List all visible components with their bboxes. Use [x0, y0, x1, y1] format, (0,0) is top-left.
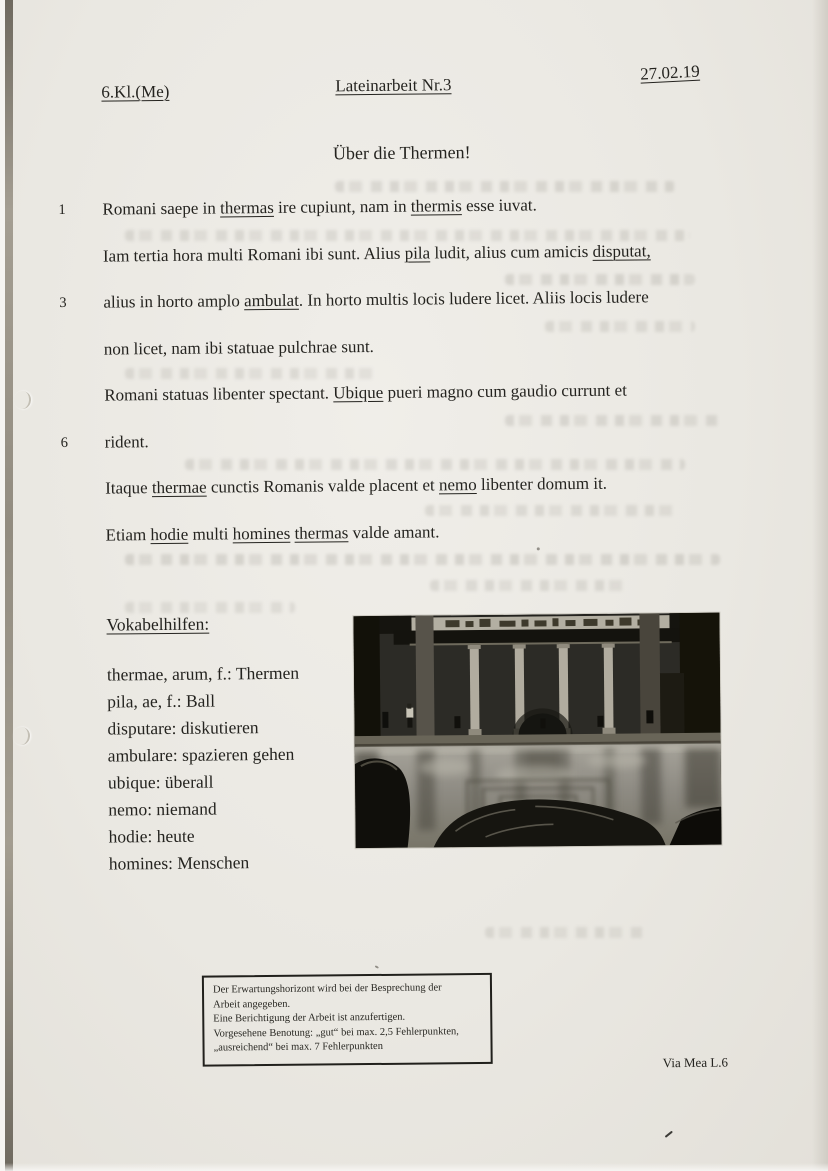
- underlined-word: thermas: [294, 522, 349, 543]
- vocab-item: ubique: überall: [107, 771, 214, 793]
- line-number: 6: [60, 434, 69, 451]
- page-heading: Über die Thermen!: [332, 142, 471, 164]
- book-reference: Via Mea L.6: [662, 1054, 729, 1071]
- text-segment: valde amant.: [348, 521, 440, 542]
- underlined-word: thermas: [219, 197, 274, 218]
- text-segment: pueri magno cum gaudio currunt et: [383, 380, 627, 402]
- text-segment: alius in horto amplo: [103, 291, 245, 312]
- vocab-item: nemo: niemand: [108, 798, 217, 820]
- vocab-item: homines: Menschen: [108, 852, 250, 874]
- text-segment: Itaque: [105, 478, 152, 498]
- date: 27.02.19: [639, 61, 701, 84]
- pen-mark: [665, 1131, 674, 1138]
- note-line: Vorgesehene Benotung: „gut“ bei max. 2,5 Fehlerpunkten,: [213, 1025, 459, 1040]
- latin-text-line: [59, 286, 763, 339]
- line-number: 3: [59, 294, 67, 311]
- underlined-word: Ubique: [333, 382, 384, 403]
- vocab-item: ambulare: spazieren gehen: [107, 743, 295, 766]
- text-segment: ire cupiunt, nam in: [273, 196, 411, 217]
- text-segment: rident.: [104, 431, 149, 452]
- roman-baths-illustration: [353, 613, 721, 849]
- text-segment: Iam tertia hora multi Romani ibi sunt. Alius: [102, 243, 405, 266]
- underlined-word: hodie: [150, 524, 189, 544]
- underlined-word: thermae: [151, 477, 207, 498]
- latin-text-line: [104, 333, 764, 386]
- scan-speck: [375, 965, 379, 969]
- note-line: „ausreichend“ bei max. 7 Fehlerpunkten: [213, 1040, 384, 1054]
- text-segment: ludit, alius cum amicis: [430, 241, 593, 262]
- class-label: 6.Kl.(Me): [101, 81, 170, 102]
- vocab-heading: Vokabelhilfen:: [106, 613, 210, 635]
- roman-baths-photo: [353, 613, 721, 849]
- line-number: 1: [58, 201, 66, 219]
- grading-note-box: [202, 973, 493, 1066]
- underlined-word: pila: [404, 242, 431, 263]
- underlined-word: thermis: [410, 196, 462, 216]
- latin-text-line: [105, 472, 765, 525]
- text-segment: . In horto multis locis ludere licet. Aliis locis ludere: [298, 287, 649, 310]
- vocab-item: disputare: diskutieren: [107, 717, 259, 739]
- vocab-section: [106, 612, 369, 877]
- note-line: Eine Berichtigung der Arbeit ist anzufertigen.: [213, 1011, 406, 1025]
- text-segment: esse iuvat.: [461, 195, 537, 216]
- text-segment: Romani saepe in: [102, 198, 221, 219]
- latin-text-block: [58, 193, 766, 571]
- text-segment: Etiam: [105, 524, 151, 545]
- scan-speck: [537, 547, 540, 550]
- latin-text-line: [60, 426, 765, 479]
- vocab-list: [107, 659, 369, 877]
- latin-text-line: [58, 193, 762, 246]
- underlined-word: disputat,: [592, 240, 651, 261]
- text-segment: libenter domum it.: [476, 473, 608, 495]
- underlined-word: nemo: [438, 475, 477, 495]
- vocab-item: thermae, arum, f.: Thermen: [106, 662, 300, 685]
- note-line: Der Erwartungshorizont wird bei der Besprechung der: [212, 982, 442, 996]
- latin-text-line: [104, 379, 764, 432]
- underlined-word: homines: [232, 523, 291, 543]
- document-title: Lateinarbeit Nr.3: [335, 75, 452, 96]
- underlined-word: ambulat: [244, 290, 299, 311]
- latin-text-line: [106, 519, 766, 572]
- note-line: Arbeit angegeben.: [213, 998, 291, 1011]
- vocab-item: hodie: heute: [108, 825, 195, 847]
- text-segment: Romani statuas libenter spectant.: [104, 383, 334, 405]
- text-segment: non licet, nam ibi statuae pulchrae sunt.: [103, 336, 374, 359]
- vocab-item: pila, ae, f.: Ball: [107, 690, 216, 712]
- latin-text-line: [103, 240, 763, 293]
- text-segment: cunctis Romanis valde placent et: [206, 475, 440, 497]
- text-segment: multi: [188, 523, 233, 544]
